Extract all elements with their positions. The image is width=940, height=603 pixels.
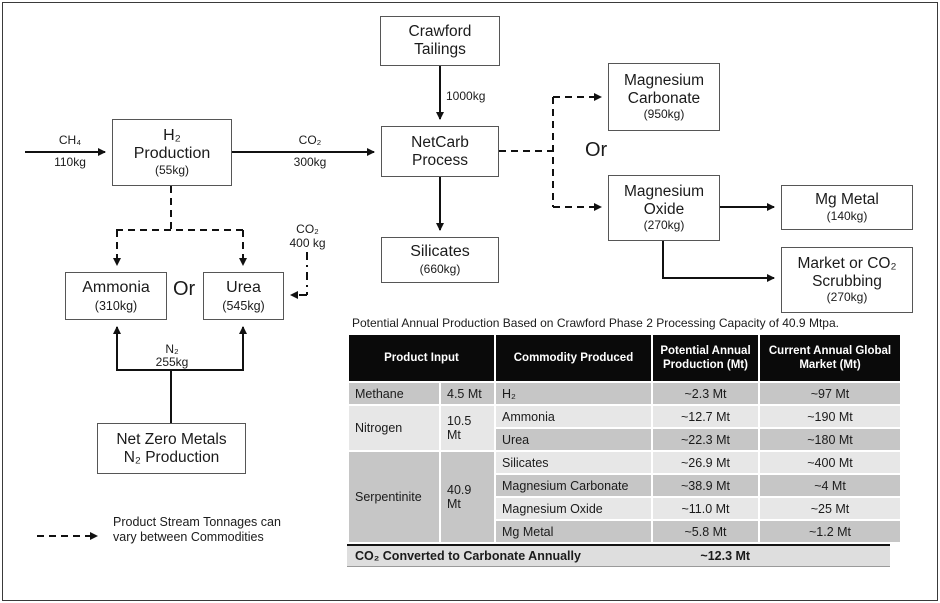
flow-label-ch4: CH₄	[58, 133, 82, 147]
box-label: Tailings	[414, 41, 466, 58]
box-label: Scrubbing	[812, 272, 882, 290]
cell-input-amount: 40.9 Mt	[441, 452, 494, 542]
box-netcarb-process	[381, 126, 499, 177]
cell-commodity: Ammonia	[496, 406, 651, 427]
box-mg-metal	[781, 185, 913, 230]
footer-label: CO₂ Converted to Carbonate Annually	[355, 549, 581, 563]
box-label: Process	[412, 151, 468, 169]
box-amount: (140kg)	[826, 209, 868, 223]
cell-production: ~12.7 Mt	[653, 406, 758, 427]
cell-production: ~2.3 Mt	[653, 383, 758, 404]
box-label: Silicates	[410, 243, 470, 261]
production-table-section	[347, 316, 890, 567]
box-label: Urea	[226, 279, 261, 297]
box-amount: (950kg)	[643, 107, 685, 122]
table-title: Potential Annual Production Based on Crawford Phase 2 Processing Capacity of 40.9 Mtpa.	[352, 316, 839, 330]
header-potential-production: Potential Annual Production (Mt)	[653, 335, 758, 381]
cell-input-amount: 10.5 Mt	[441, 406, 494, 450]
flow-label-co2: CO₂	[298, 133, 322, 147]
flow-label-400kg: 400 kg	[289, 236, 326, 250]
or-label-right: Or	[585, 139, 608, 161]
box-crawford-tailings	[380, 16, 500, 66]
table-header-row	[349, 335, 900, 381]
cell-production: ~22.3 Mt	[653, 429, 758, 450]
cell-commodity: Urea	[496, 429, 651, 450]
legend-line-2: vary between Commodities	[113, 529, 264, 544]
box-label: H₂	[163, 126, 181, 144]
box-label: Ammonia	[82, 279, 150, 297]
box-label: N₂ Production	[123, 448, 220, 466]
cell-market: ~4 Mt	[760, 475, 900, 496]
header-commodity-produced: Commodity Produced	[496, 335, 651, 381]
box-label: Mg Metal	[815, 191, 879, 209]
box-silicates	[381, 237, 499, 283]
cell-production: ~11.0 Mt	[653, 498, 758, 519]
box-label: Net Zero Metals	[116, 430, 227, 448]
box-label: Magnesium	[623, 71, 705, 89]
cell-market: ~25 Mt	[760, 498, 900, 519]
box-magnesium-oxide	[608, 175, 720, 241]
box-ammonia	[65, 272, 167, 320]
box-amount: (270kg)	[643, 218, 685, 233]
footer-value: ~12.3 Mt	[700, 549, 751, 563]
cell-market: ~180 Mt	[760, 429, 900, 450]
flow-label-300kg: 300kg	[293, 155, 327, 169]
cell-market: ~1.2 Mt	[760, 521, 900, 542]
box-label: Oxide	[643, 200, 685, 218]
box-magnesium-carbonate	[608, 63, 720, 131]
cell-input: Methane	[349, 383, 439, 404]
cell-commodity: H₂	[496, 383, 651, 404]
cell-market: ~97 Mt	[760, 383, 900, 404]
flow-label-110kg: 110kg	[54, 155, 86, 169]
cell-input: Nitrogen	[349, 406, 439, 450]
production-table	[347, 333, 902, 544]
box-urea	[203, 272, 284, 320]
cell-input-amount: 4.5 Mt	[441, 383, 494, 404]
cell-input: Serpentinite	[349, 452, 439, 542]
box-label: NetCarb	[411, 133, 469, 151]
cell-production: ~26.9 Mt	[653, 452, 758, 473]
table-row	[349, 406, 900, 427]
cell-commodity: Magnesium Carbonate	[496, 475, 651, 496]
table-row	[349, 383, 900, 404]
or-label-left: Or	[173, 278, 196, 300]
box-label: Market or CO₂	[797, 254, 897, 272]
box-amount: (310kg)	[94, 298, 138, 313]
box-amount: (270kg)	[826, 290, 868, 305]
legend-line-1: Product Stream Tonnages can	[113, 515, 281, 529]
cell-commodity: Magnesium Oxide	[496, 498, 651, 519]
box-label: Production	[133, 145, 211, 163]
box-amount: (545kg)	[222, 298, 265, 313]
flow-label-1000kg: 1000kg	[446, 89, 486, 103]
header-product-input: Product Input	[349, 335, 494, 381]
flow-label-co2-urea: CO₂	[296, 222, 319, 236]
legend	[113, 515, 281, 545]
box-label: Crawford	[408, 23, 472, 41]
box-label: Magnesium	[623, 182, 705, 200]
cell-market: ~190 Mt	[760, 406, 900, 427]
flow-label-n2: N₂	[165, 342, 179, 356]
box-amount: (660kg)	[419, 261, 461, 276]
table-footer-row	[347, 544, 890, 567]
table-row	[349, 452, 900, 473]
box-h2-production	[112, 119, 232, 186]
cell-production: ~5.8 Mt	[653, 521, 758, 542]
box-market-co2-scrubbing	[781, 247, 913, 313]
cell-commodity: Silicates	[496, 452, 651, 473]
box-amount: (55kg)	[154, 163, 189, 178]
header-global-market: Current Annual Global Market (Mt)	[760, 335, 900, 381]
cell-production: ~38.9 Mt	[653, 475, 758, 496]
cell-commodity: Mg Metal	[496, 521, 651, 542]
box-label: Carbonate	[627, 89, 701, 107]
box-net-zero-metals	[97, 423, 246, 474]
flow-label-255kg: 255kg	[155, 355, 189, 369]
cell-market: ~400 Mt	[760, 452, 900, 473]
